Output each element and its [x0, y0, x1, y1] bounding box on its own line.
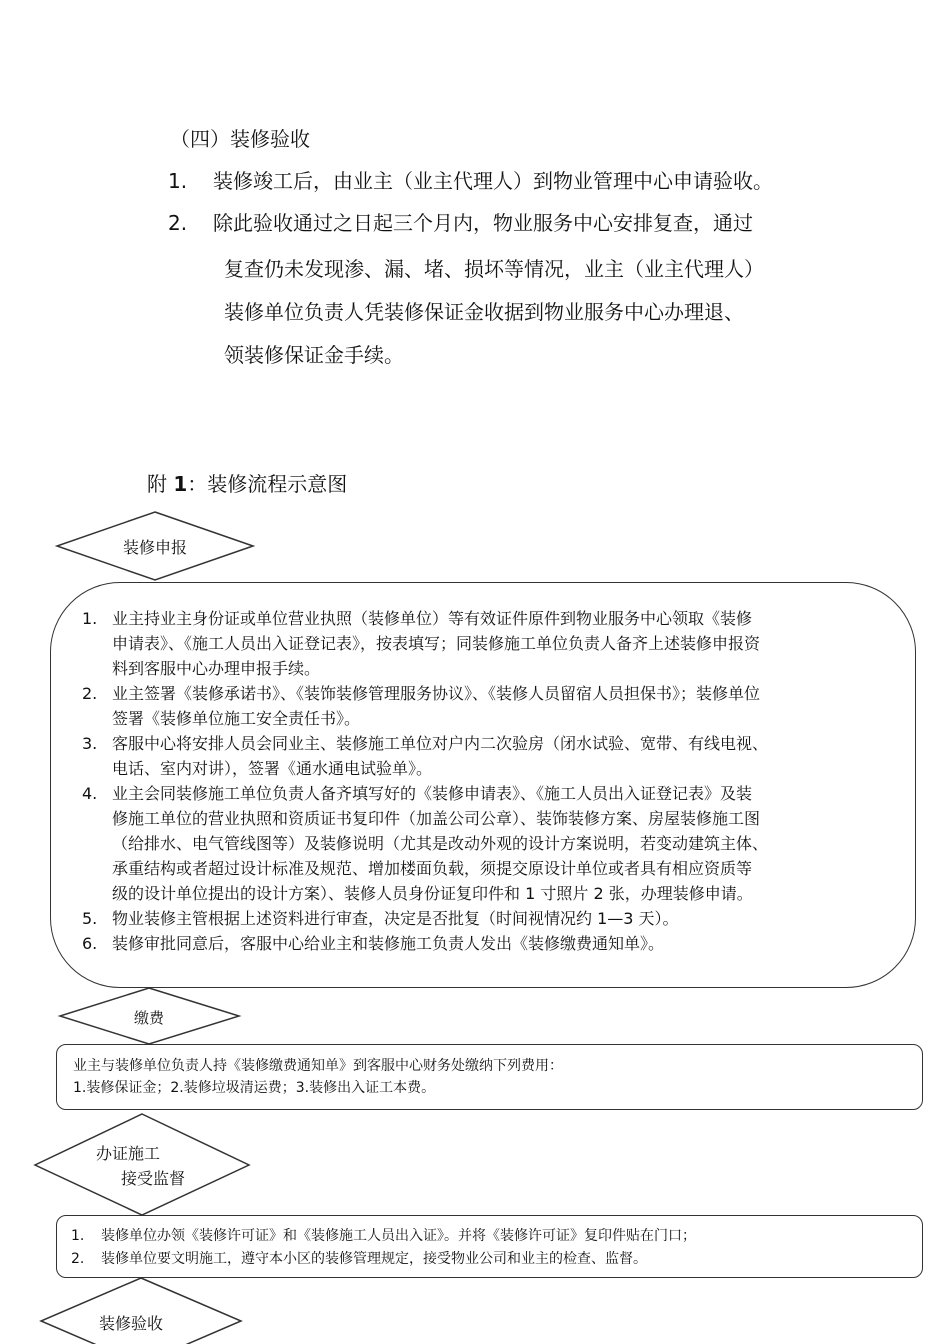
step2-line: 1.装修保证金；2.装修垃圾清运费；3.装修出入证工本费。 — [73, 1080, 436, 1096]
list-item: 1. 业主持业主身份证或单位营业执照（装修单位）等有效证件原件到物业服务中心领取《装修 申请表》、《施工人员出入证登记表》，按表填写；同装修施工单位负责人备齐上述装修申报资 料到客服中心办理申报手续。 — [82, 609, 761, 678]
item-number: 1. — [168, 169, 188, 193]
item-text: 除此验收通过之日起三个月内，物业服务中心安排复查，通过 — [213, 211, 753, 235]
list-item: 2. 业主签署《装修承诺书》、《装饰装修管理服务协议》、《装修人员留宿人员担保书》；装修单位 签署《装修单位施工安全责任书》。 — [82, 684, 761, 728]
item-text: 装修竣工后，由业主（业主代理人）到物业管理中心申请验收。 — [213, 169, 773, 193]
item-text-continued: 装修单位负责人凭装修保证金收据到物业服务中心办理退、 — [224, 300, 744, 324]
list-item: 1. 装修单位办领《装修许可证》和《装修施工人员出入证》。并将《装修许可证》复印件贴在门口； — [71, 1228, 696, 1244]
list-item: 6. 装修审批同意后，客服中心给业主和装修施工负责人发出《装修缴费通知单》。 — [82, 934, 665, 953]
step3-box — [56, 1215, 923, 1278]
step-label-apply: 装修申报 — [122, 538, 187, 557]
step1-list — [82, 606, 894, 956]
step2-line: 业主与装修单位负责人持《装修缴费通知单》到客服中心财务处缴纳下列费用： — [73, 1058, 563, 1074]
list-item: 2. 装修单位要文明施工，遵守本小区的装修管理规定，接受物业公司和业主的检查、监督。 — [71, 1251, 647, 1267]
step-label-payment: 缴费 — [133, 1009, 164, 1027]
item-text-continued: 领装修保证金手续。 — [224, 343, 404, 367]
item-text-continued: 复查仍未发现渗、漏、堵、损坏等情况，业主（业主代理人） — [224, 257, 764, 281]
step-label-permit-line2: 接受监督 — [120, 1169, 185, 1188]
item-number: 2. — [168, 211, 188, 235]
step2-box — [56, 1044, 923, 1110]
list-item: 3. 客服中心将安排人员会同业主、装修施工单位对户内二次验房（闭水试验、宽带、有线电视、 电话、室内对讲），签署《通水通电试验单》。 — [82, 734, 769, 778]
list-item: 4. 业主会同装修施工单位负责人备齐填写好的《装修申请表》、《施工人员出入证登记表》及装 修施工单位的营业执照和资质证书复印件（加盖公司公章）、装饰装修方案、房屋装修施工图 （给排水、电气管线图等）及装修说明（尤其是改动外观的设计方案说明，若变动建筑主体、 承重结构或者超过设计标准及规范、增加楼面负载，须提交原设计单位或者具有相应资质等 级的设计单位提出的设计方案）、装修人员身份证复印件和 1 寸照片 2 张，办理装修申请。 — [82, 784, 769, 903]
appendix-title: 附 1：装修流程示意图 — [147, 472, 348, 496]
step-label-acceptance: 装修验收 — [98, 1314, 163, 1333]
section-title: （四）装修验收 — [170, 127, 310, 151]
diamond-step3 — [35, 1114, 249, 1215]
list-item: 5. 物业装修主管根据上述资料进行审查，决定是否批复（时间视情况约 1—3 天）。 — [82, 909, 679, 928]
step-label-permit-line1: 办证施工 — [95, 1144, 160, 1163]
